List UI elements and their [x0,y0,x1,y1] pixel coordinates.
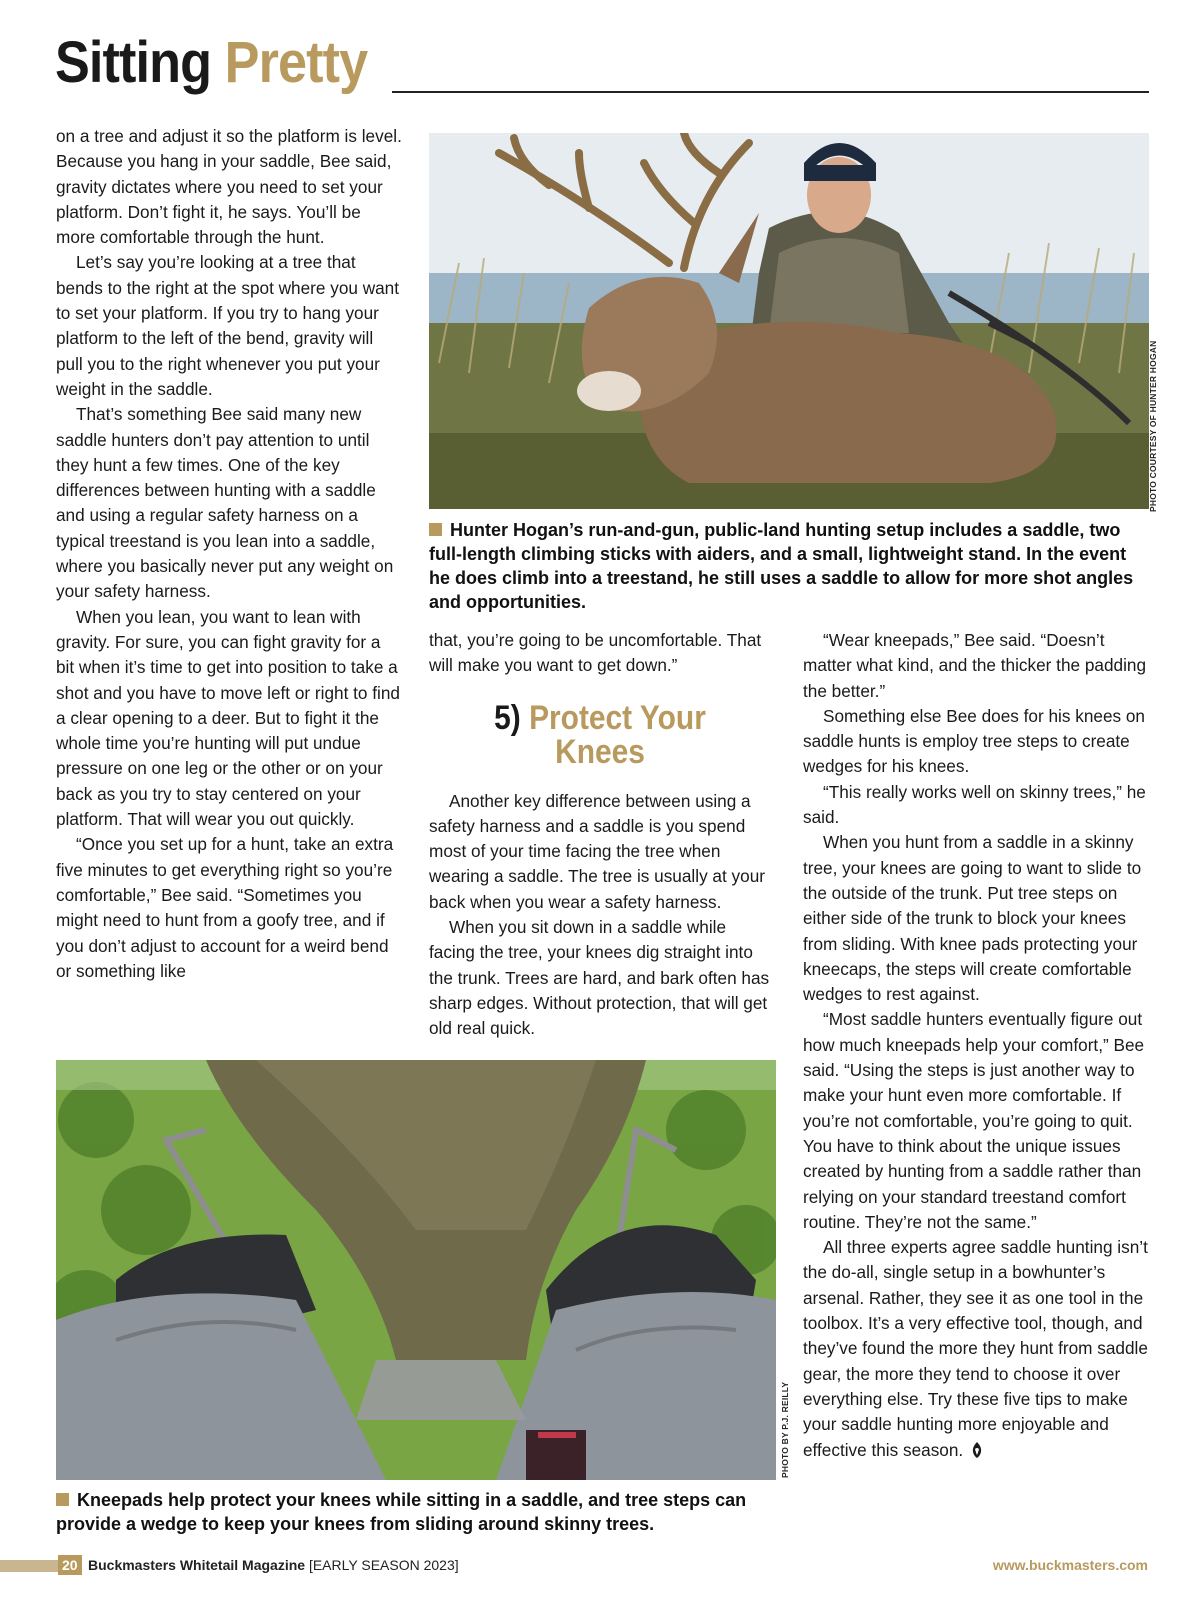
caption-square-icon [56,1493,69,1506]
paragraph: When you hunt from a saddle in a skinny tree, your knees are going to want to slide to the outside of the trunk. Put tree steps on either side of the trunk to block your knees from sliding. With knee pads protecting your kneecaps, the steps will create comfortable wedges to rest against. [803,832,1142,1005]
paragraph: “Most saddle hunters eventually figure out how much kneepads help your comfort,” Bee said. “Using the steps is just another way to make your hunt even more comfortable. If you’re not comfortable, you’re going to quit. You have to think about the unique issues created by hunting from a saddle rather than relying on your standard treestand comfort routine. They’re not the same.” [803,1009,1145,1232]
title-rule [392,91,1149,93]
photo-credit-kneepads: PHOTO BY P.J. REILLY [780,1381,790,1478]
article-title [55,30,368,95]
footer-bar [0,1560,62,1572]
buck-photo-illustration [429,133,1149,509]
column-middle [429,628,771,1042]
paragraph: on a tree and adjust it so the platform is level. Because you hang in your saddle, Bee said, gravity dictates where you need to set your platform. Don’t fight it, he says. You’ll be more comfortable through the hunt. [56,126,402,248]
page-number: 20 [58,1555,82,1575]
end-mark-antler-icon [969,1441,985,1459]
paragraph: Something else Bee does for his knees on saddle hunts is employ tree steps to create wedges for his knees. [803,705,1145,777]
website-link[interactable]: www.buckmasters.com [992,1557,1148,1573]
photo-credit-buck: PHOTO COURTESY OF HUNTER HOGAN [1148,340,1158,512]
caption-buck [429,518,1151,614]
caption-text: Kneepads help protect your knees while sitting in a saddle, and tree steps can provide a wedge to keep your knees from sliding around skinny trees. [56,1490,747,1534]
paragraph: Another key difference between using a safety harness and a saddle is you spend most of your time facing the tree when wearing a saddle. The tree is usually at your back when you wear a safety harness. [429,790,765,912]
issue-label: [EARLY SEASON 2023] [308,1557,459,1573]
title-part-2: Pretty [224,30,368,95]
paragraph: When you lean, you want to lean with gravity. For sure, you can fight gravity for a bit when it’s time to get into position to take a shot and you have to move left or right to find a clear opening to a deer. But to fight it the whole time you’re hunting will put undue pressure on one leg or the other or on your back as you try to stay centered on your platform. That will wear you out quickly. [56,606,400,830]
caption-kneepads [56,1488,776,1536]
section-title: Protect Your Knees [529,698,706,771]
magazine-title: Buckmasters Whitetail Magazine [88,1557,306,1573]
paragraph-text: All three experts agree saddle hunting isn’t the do-all, single setup in a bowhunter’s arsenal. Rather, they see it as one tool in the toolbox. It’s a very effective tool, though, and they’ve found the more they hunt from saddle gear, the more they tend to choose it over everything else. Try these five tips to make your saddle hunting more enjoyable and effective this season. [803,1237,1148,1460]
paragraph: “Wear kneepads,” Bee said. “Doesn’t matter what kind, and the thicker the padding the better.” [803,630,1147,701]
caption-square-icon [429,523,442,536]
photo-hunter-with-buck [429,133,1149,509]
page-footer [0,1555,1200,1577]
title-part-1: Sitting [55,30,212,95]
column-right [803,628,1148,1463]
kneepads-photo-illustration [56,1060,776,1480]
photo-kneepads [56,1060,776,1480]
section-number: 5) [494,698,521,737]
paragraph-final [803,1235,1148,1463]
section-heading [450,698,751,771]
paragraph: Let’s say you’re looking at a tree that bends to the right at the spot where you want to set your platform. If you try to hang your platform to the left of the bend, gravity will pull you to the right whenever you put your weight in the saddle. [56,252,400,399]
paragraph: When you sit down in a saddle while facing the tree, your knees dig straight into the trunk. Trees are hard, and bark often has sharp edges. Without protection, that will get old real quick. [429,917,770,1039]
paragraph: “This really works well on skinny trees,” he said. [803,781,1146,828]
paragraph: “Once you set up for a hunt, take an extra five minutes to get everything right so you’re comfortable,” Bee said. “Sometimes you might need to hunt from a goofy tree, and if you don’t adjust to account for a weird bend or something like [56,834,394,981]
paragraph: that, you’re going to be uncomfortable. That will make you want to get down.” [429,630,762,676]
column-left [56,124,402,984]
caption-text: Hunter Hogan’s run-and-gun, public-land hunting setup includes a saddle, two full-length climbing sticks with aiders, and a small, lightweight stand. In the event he does climb into a treestand, he still uses a saddle to allow for more shot angles and opportunities. [429,520,1134,612]
magazine-name [88,1555,459,1575]
paragraph: That’s something Bee said many new saddle hunters don’t pay attention to until they hunt a few times. One of the key differences between hunting with a saddle and using a regular safety harness on a typical treestand is you lean into a saddle, where you basically never put any weight on your safety harness. [56,404,394,602]
